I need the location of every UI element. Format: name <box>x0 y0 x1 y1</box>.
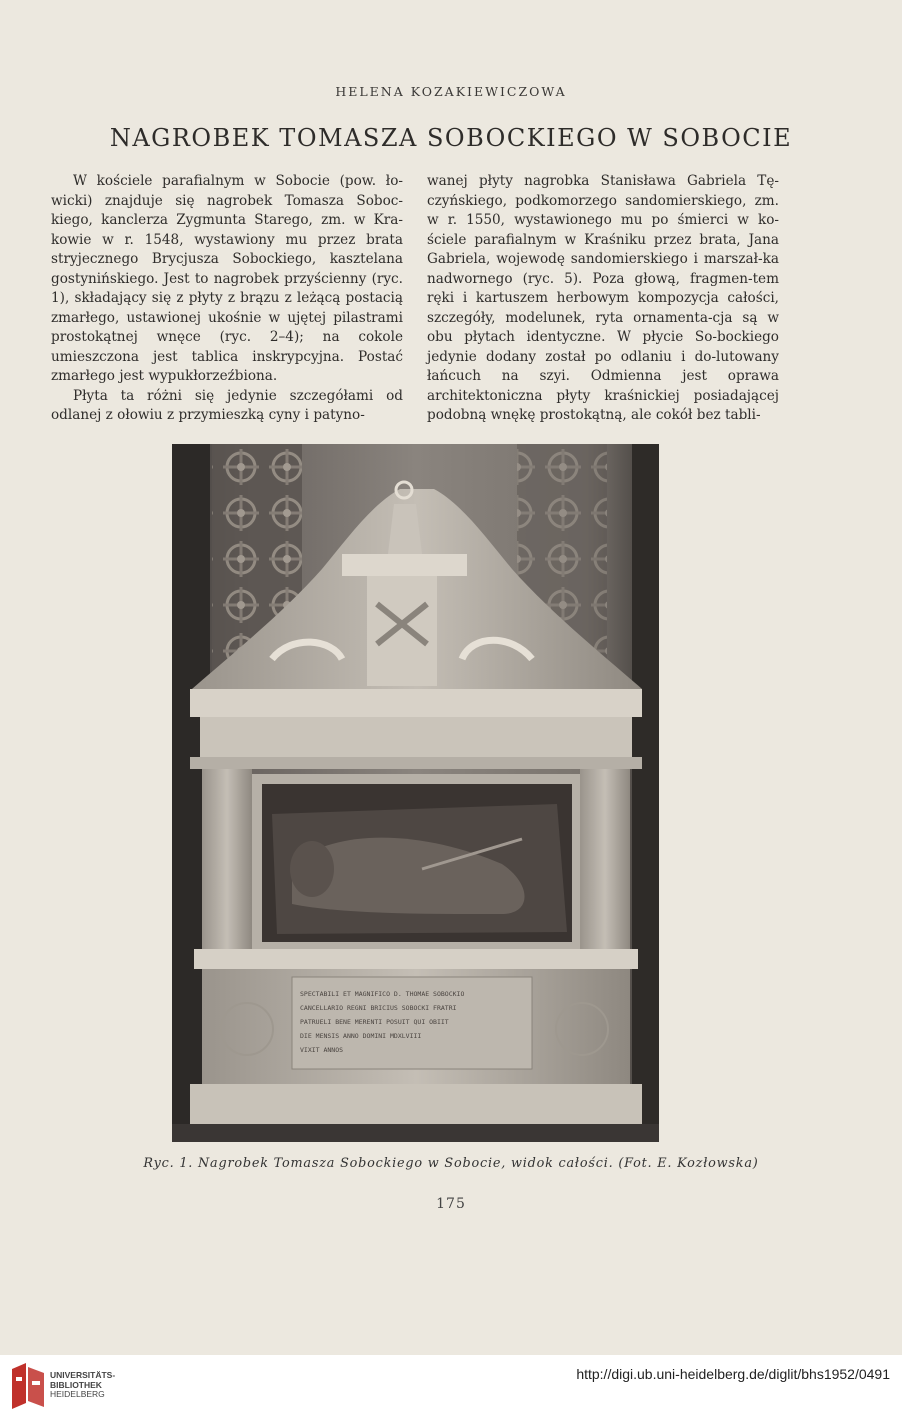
right-text-column <box>427 172 779 426</box>
paragraph-2: Płyta ta różni się jedynie szczegółami od odlanej z ołowiu z przymieszką cyny i patyno- <box>51 387 403 423</box>
tomb-photograph <box>172 444 659 1142</box>
tomb-illustration <box>172 444 659 1142</box>
page-number: 175 <box>436 1196 466 1212</box>
running-head: HELENA KOZAKIEWICZOWA <box>335 84 567 99</box>
article-title: NAGROBEK TOMASZA SOBOCKIEGO W SOBOCIE <box>109 124 793 152</box>
logo-shape <box>12 1363 26 1409</box>
source-url-link[interactable]: http://digi.ub.uni-heidelberg.de/diglit/bhs1952/0491 <box>576 1366 890 1382</box>
university-logo-icon[interactable] <box>10 1363 46 1409</box>
paragraph-1: W kościele parafialnym w Sobocie (pow. ło-wicki) znajduje się nagrobek Tomasza Soboc-kiego, kanclerza Zygmunta Starego, zm. w Kra-kowie w r. 1548, wystawiony mu przez brata stryjecznego Brycjusza Sobockiego, kasztelana gostynińskiego. Jest to nagrobek przyścienny (ryc. 1), składający się z płyty z brązu z leżącą postacią zmarłego, ustawionej ukośnie w ujętej pilastrami prostokątnej wnęce (ryc. 2–4); na cokole umieszczona jest tablica inskrypcyjna. Postać zmarłego jest wypukłorzeźbiona. <box>51 173 403 384</box>
library-name[interactable]: UNIVERSITÄTS- BIBLIOTHEK HEIDELBERG <box>50 1370 116 1399</box>
inscription-text: SPECTABILI ET MAGNIFICO D. THOMAE SOBOCKIO CANCELLARIO REGNI BRICIUS SOBOCKI FRATRI PATRUELI BENE MERENTI POSUIT QUI OBIIT DIE MENSIS ANNO DOMINI MDXLVIII VIXIT ANNOS <box>300 990 465 1054</box>
figure-caption: Ryc. 1. Nagrobek Tomasza Sobockiego w Sobocie, widok całości. (Fot. E. Kozłowska) <box>143 1156 759 1171</box>
paragraph-continued: wanej płyty nagrobka Stanisława Gabriela Tę-czyńskiego, podkomorzego sandomierskiego, zm. w r. 1550, wystawionego mu po śmierci w ko-ściele parafialnym w Kraśniku przez brata, Jana Gabriela, wojewodę sandomierskiego i marszał-ka nadwornego (ryc. 5). Poza głową, fragmen-tem ręki i kartuszem herbowym kompozycja całości, szczegóły, modelunek, ryta ornamenta-cja są w obu płytach identyczne. W płycie So-bockiego jedynie dodany został po odlaniu i do-lutowany łańcuch na szyi. Odmienna jest oprawa architektoniczna płyty kraśnickiej posiadającej podobną wnękę prostokątną, ale cokół bez tabli- <box>427 173 779 423</box>
digitization-footer <box>0 1355 902 1418</box>
left-text-column <box>51 172 403 426</box>
